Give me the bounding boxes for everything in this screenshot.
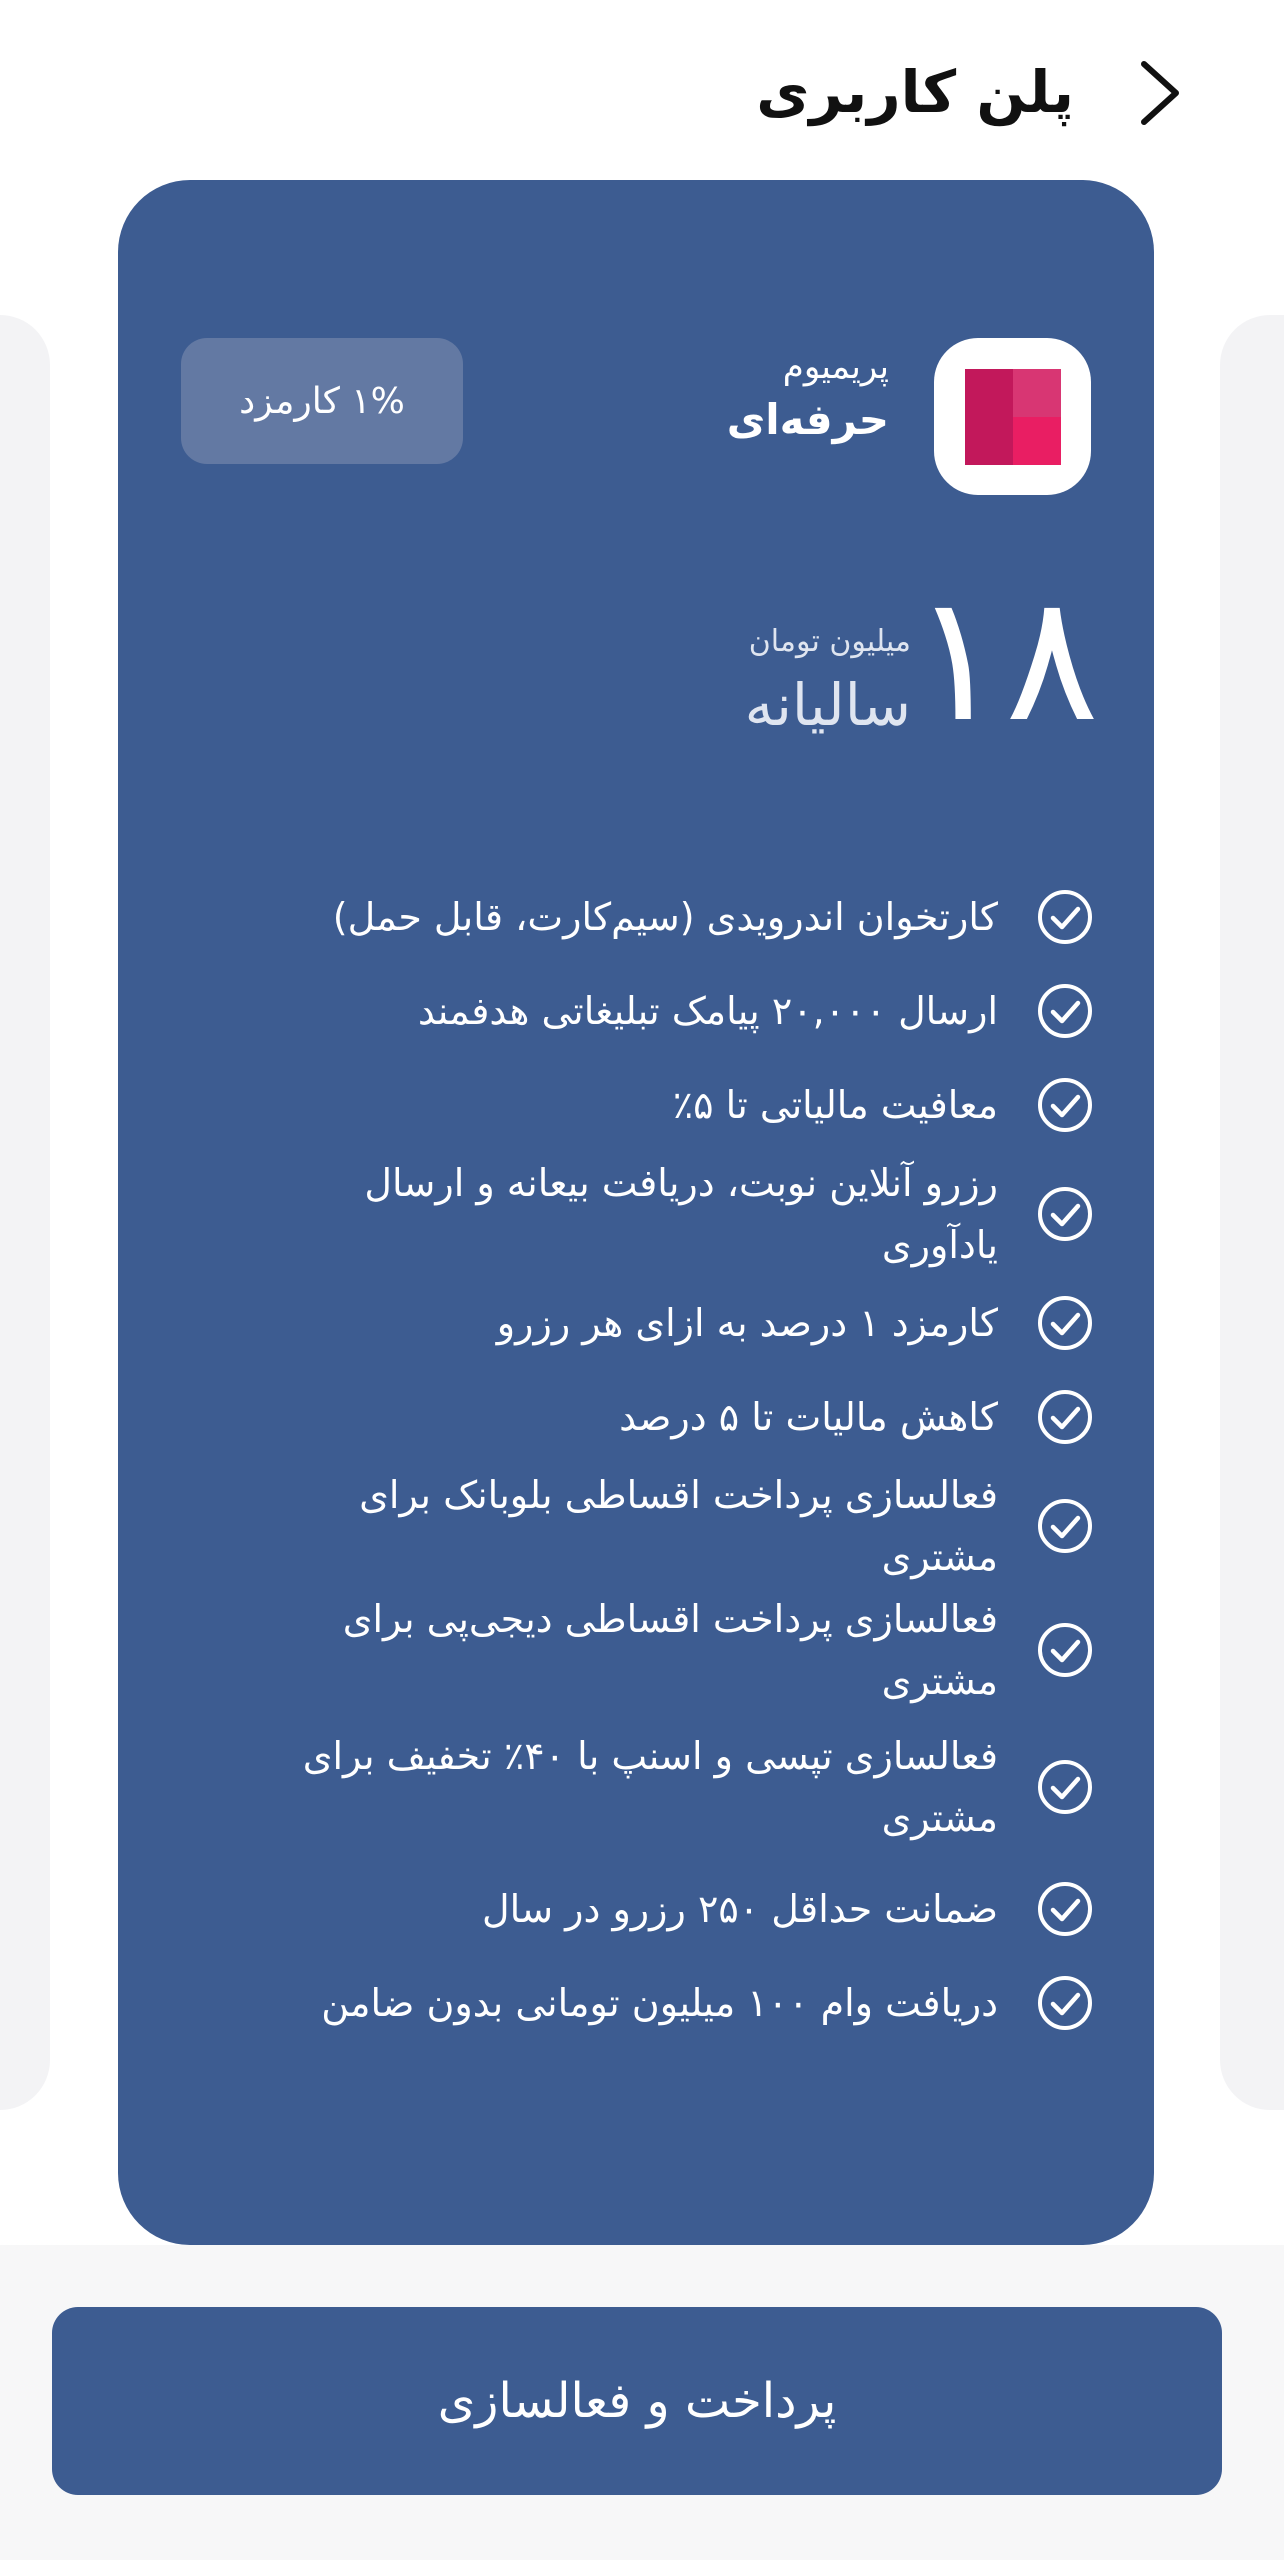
feature-text: فعالسازی پرداخت اقساطی دیجی‌پی برای مشتری bbox=[342, 1597, 998, 1703]
check-circle-icon bbox=[1036, 1294, 1094, 1352]
fee-badge: ۱% کارمزد bbox=[181, 338, 463, 464]
plan-logo-icon bbox=[965, 369, 1061, 465]
bottom-action-bar bbox=[0, 2245, 1284, 2560]
feature-text: معافیت مالیاتی تا ۵٪ bbox=[672, 1083, 998, 1127]
back-button[interactable] bbox=[1130, 55, 1190, 130]
check-circle-icon bbox=[1036, 1758, 1094, 1816]
feature-item bbox=[134, 1956, 1094, 2050]
check-circle-icon bbox=[1036, 1185, 1094, 1243]
feature-text: کاهش مالیات تا ۵ درصد bbox=[619, 1395, 998, 1439]
check-circle-icon bbox=[1036, 1388, 1094, 1446]
feature-text: فعالسازی پرداخت اقساطی بلوبانک برای مشتری bbox=[359, 1473, 998, 1579]
check-circle-icon bbox=[1036, 1076, 1094, 1134]
feature-item bbox=[134, 1588, 1094, 1712]
previous-plan-card[interactable] bbox=[0, 315, 50, 2110]
feature-item bbox=[134, 964, 1094, 1058]
feature-text: کارتخوان اندرویدی (سیم‌کارت، قابل حمل) bbox=[332, 895, 998, 939]
page-title: پلن کاربری bbox=[756, 58, 1074, 126]
feature-item bbox=[134, 1276, 1094, 1370]
check-circle-icon bbox=[1036, 1880, 1094, 1938]
feature-text: رزرو آنلاین نوبت، دریافت بیعانه و ارسال یادآوری bbox=[364, 1161, 998, 1267]
plan-logo bbox=[934, 338, 1091, 495]
feature-text: فعالسازی تپسی و اسنپ با ۴۰٪ تخفیف برای مشتری bbox=[302, 1734, 998, 1840]
chevron-right-icon bbox=[1138, 58, 1182, 128]
feature-text: ضمانت حداقل ۲۵۰ رزرو در سال bbox=[482, 1887, 998, 1931]
check-circle-icon bbox=[1036, 888, 1094, 946]
app-header bbox=[0, 0, 1284, 180]
feature-text: ارسال ۲۰,۰۰۰ پیامک تبلیغاتی هدفمند bbox=[417, 989, 998, 1033]
plan-subtitle: پریمیوم bbox=[782, 347, 889, 387]
check-circle-icon bbox=[1036, 982, 1094, 1040]
plan-name: حرفه‌ای bbox=[726, 395, 889, 444]
feature-item bbox=[134, 870, 1094, 964]
feature-item bbox=[134, 1862, 1094, 1956]
feature-item bbox=[134, 1712, 1094, 1862]
check-circle-icon bbox=[1036, 1497, 1094, 1555]
feature-item bbox=[134, 1152, 1094, 1276]
pay-and-activate-button[interactable]: پرداخت و فعالسازی bbox=[52, 2307, 1222, 2495]
feature-item bbox=[134, 1370, 1094, 1464]
price-unit: میلیون تومان bbox=[748, 624, 911, 659]
check-circle-icon bbox=[1036, 1974, 1094, 2032]
feature-list bbox=[134, 870, 1094, 2050]
plan-price: ۱۸ bbox=[911, 558, 1099, 761]
check-circle-icon bbox=[1036, 1621, 1094, 1679]
feature-item bbox=[134, 1058, 1094, 1152]
feature-item bbox=[134, 1464, 1094, 1588]
price-period: سالیانه bbox=[744, 671, 911, 739]
plan-card bbox=[118, 180, 1154, 2245]
feature-text: دریافت وام ۱۰۰ میلیون تومانی بدون ضامن bbox=[321, 1981, 998, 2025]
feature-text: کارمزد ۱ درصد به ازای هر رزرو bbox=[496, 1301, 998, 1345]
next-plan-card[interactable] bbox=[1220, 315, 1284, 2110]
